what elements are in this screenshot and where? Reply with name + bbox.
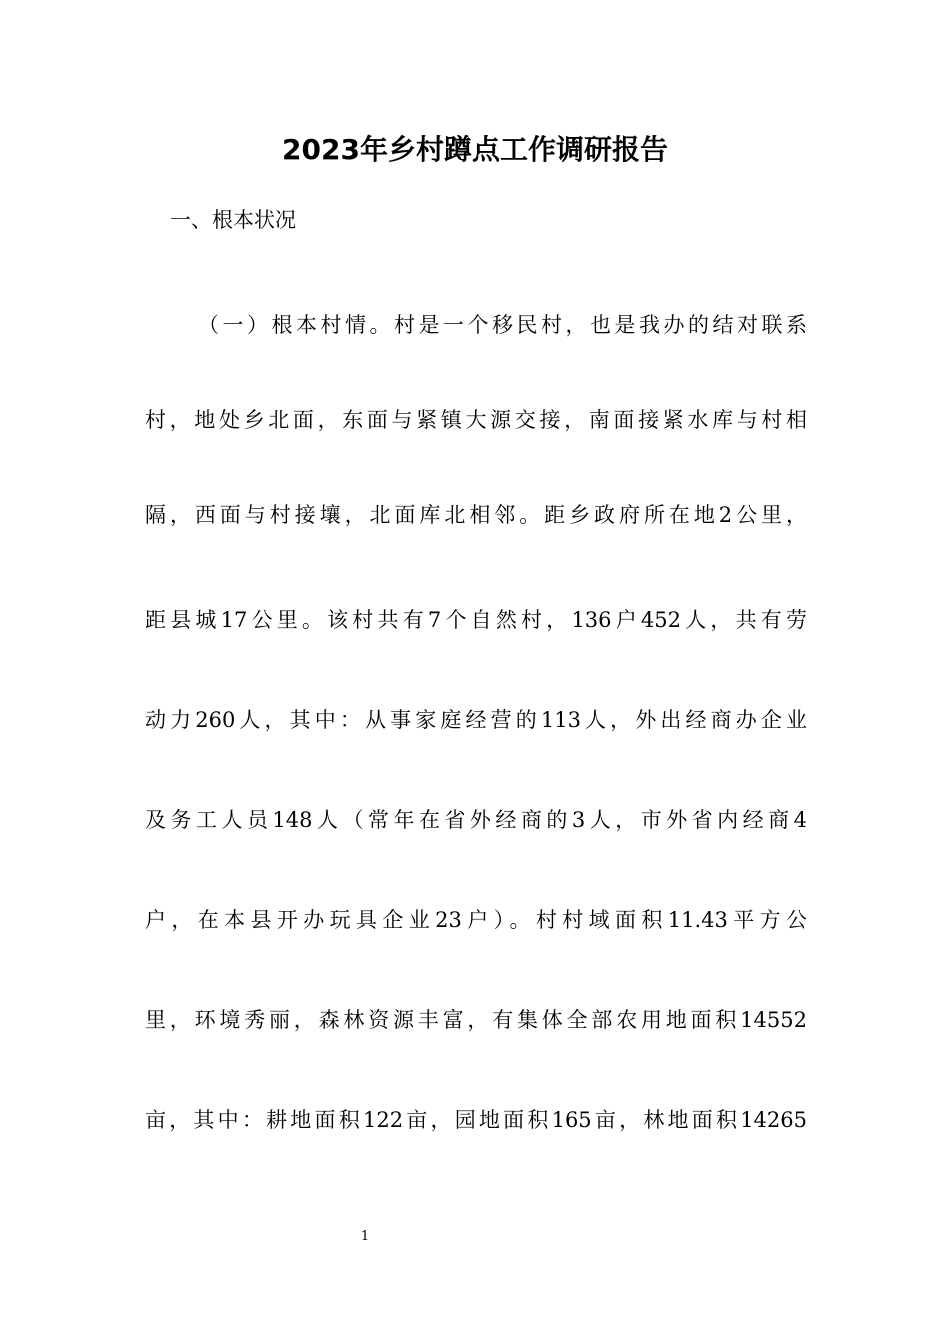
document-title: 2023年乡村蹲点工作调研报告: [282, 133, 668, 166]
page-number: 1: [360, 1229, 370, 1244]
paragraph-line: 隔，西面与村接壤，北面库北相邻。距乡政府所在地2公里，: [145, 503, 807, 527]
paragraph-line: 亩，其中：耕地面积122亩，园地面积165亩，林地面积14265: [145, 1108, 807, 1132]
paragraph-line: 距县城17公里。该村共有7个自然村，136户452人，共有劳: [145, 608, 807, 632]
paragraph-line: 户，在本县开办玩具企业23户）。村村域面积11.43平方公: [145, 908, 807, 932]
section-heading: 一、根本状况: [170, 208, 296, 232]
paragraph-line: 动力260人，其中：从事家庭经营的113人，外出经商办企业: [145, 708, 807, 732]
paragraph-line: 村，地处乡北面，东面与紧镇大源交接，南面接紧水库与村相: [145, 408, 807, 432]
paragraph-line: （一）根本村情。村是一个移民村，也是我办的结对联系: [198, 313, 807, 337]
paragraph-line: 里，环境秀丽，森林资源丰富，有集体全部农用地面积14552: [145, 1008, 807, 1032]
paragraph-line: 及务工人员148人（常年在省外经商的3人，市外省内经商4: [145, 808, 807, 832]
